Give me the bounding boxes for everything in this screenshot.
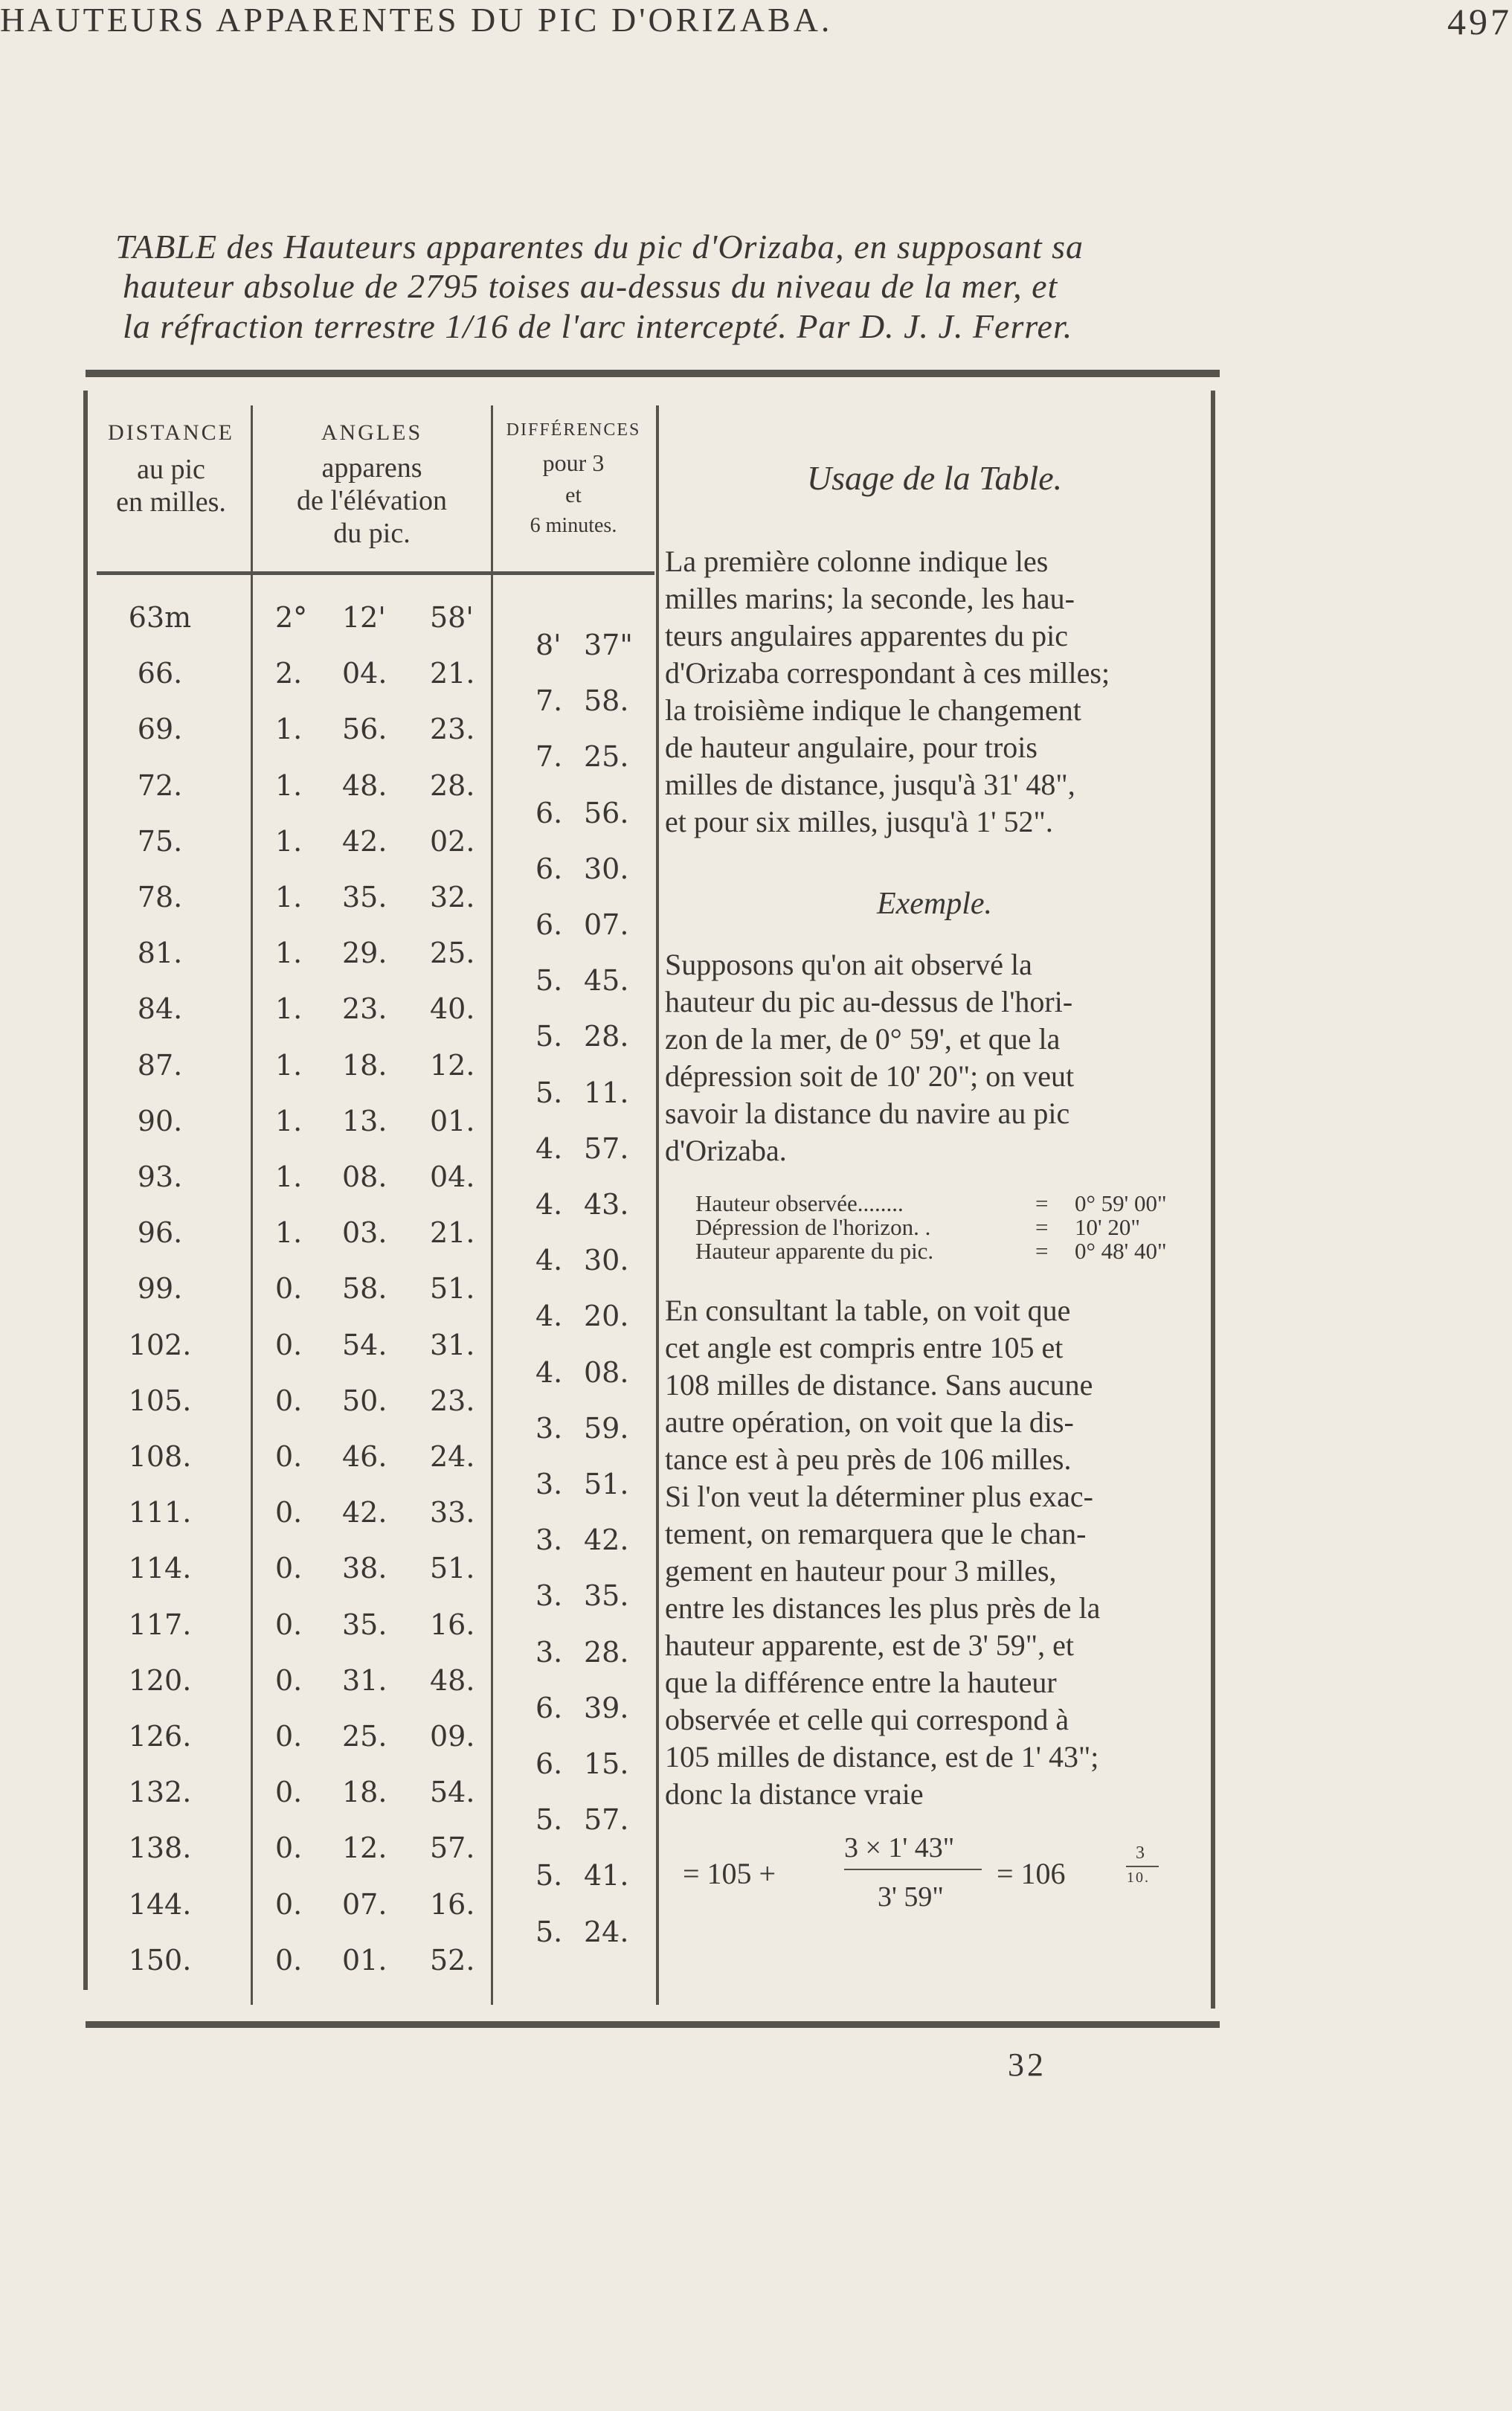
row-degrees: 1. xyxy=(275,1105,303,1137)
text-line: observée et celle qui correspond à xyxy=(665,1703,1069,1736)
calc-value: 10' 20" xyxy=(1075,1214,1140,1240)
text-line: et pour six milles, jusqu'à 1' 52". xyxy=(665,805,1053,838)
header-distance-2: au pic xyxy=(137,454,205,485)
diff-seconds: 43. xyxy=(584,1188,629,1221)
diff-seconds: 20. xyxy=(584,1300,629,1332)
text-line: savoir la distance du navire au pic xyxy=(665,1097,1070,1130)
formula-small-numerator: 3 xyxy=(1136,1843,1145,1863)
example-title: Exemple. xyxy=(876,887,993,921)
diff-seconds: 39. xyxy=(584,1692,629,1724)
row-minutes: 12. xyxy=(342,1831,387,1864)
row-degrees: 0. xyxy=(275,1888,303,1921)
header-differences-1: DIFFÉRENCES xyxy=(506,420,641,440)
text-line: la troisième indique le changement xyxy=(665,693,1081,727)
row-seconds: 51. xyxy=(430,1552,475,1585)
row-degrees: 0. xyxy=(275,1552,303,1585)
diff-minutes: 5. xyxy=(535,964,563,997)
calc-label: Hauteur apparente du pic. xyxy=(695,1238,934,1264)
row-distance: 102. xyxy=(128,1329,192,1361)
formula-prefix: = 105 + xyxy=(683,1857,776,1890)
text-line: En consultant la table, on voit que xyxy=(665,1294,1071,1327)
row-distance: 90. xyxy=(137,1105,183,1137)
row-degrees: 1. xyxy=(275,1049,303,1082)
row-seconds: 52. xyxy=(430,1944,475,1977)
row-distance: 69. xyxy=(137,713,183,745)
row-minutes: 35. xyxy=(342,881,387,914)
row-degrees: 0. xyxy=(275,1608,303,1641)
diff-seconds: 28. xyxy=(584,1020,629,1053)
diff-minutes: 6. xyxy=(535,853,563,885)
row-seconds: 28. xyxy=(430,769,475,802)
row-degrees: 0. xyxy=(275,1496,303,1529)
header-angles xyxy=(257,420,487,550)
row-minutes: 07. xyxy=(342,1888,387,1921)
row-minutes: 56. xyxy=(342,713,387,745)
diff-minutes: 5. xyxy=(535,1076,563,1109)
calc-label: Dépression de l'horizon. . xyxy=(695,1214,931,1240)
header-angles-3: de l'élévation xyxy=(296,485,448,516)
row-distance: 138. xyxy=(128,1831,192,1864)
row-minutes: 46. xyxy=(342,1440,387,1473)
header-distance-1: DISTANCE xyxy=(108,420,234,445)
row-minutes: 18. xyxy=(342,1049,387,1082)
text-line: 108 milles de distance. Sans aucune xyxy=(665,1368,1093,1402)
diff-seconds: 56. xyxy=(584,797,629,829)
row-seconds: 21. xyxy=(430,1216,475,1249)
bottom-rule xyxy=(86,2021,1220,2028)
text-line: d'Orizaba correspondant à ces milles; xyxy=(665,656,1110,690)
diff-minutes: 4. xyxy=(535,1132,563,1165)
formula-small-bar xyxy=(1126,1866,1159,1867)
diff-seconds: 25. xyxy=(584,740,629,773)
row-minutes: 04. xyxy=(342,657,387,690)
text-line: dépression soit de 10' 20"; on veut xyxy=(665,1059,1075,1093)
calc-value: 0° 59' 00" xyxy=(1075,1190,1167,1216)
row-degrees: 0. xyxy=(275,1384,303,1417)
text-line: d'Orizaba. xyxy=(665,1134,787,1167)
header-angles-2: apparens xyxy=(321,452,422,484)
diff-minutes: 7. xyxy=(535,684,563,717)
row-degrees: 0. xyxy=(275,1272,303,1305)
row-degrees: 0. xyxy=(275,1329,303,1361)
row-minutes: 29. xyxy=(342,937,387,969)
text-line: gement en hauteur pour 3 milles, xyxy=(665,1554,1057,1587)
calc-equals: = xyxy=(1035,1238,1049,1264)
diff-seconds: 15. xyxy=(584,1747,629,1780)
row-distance: 66. xyxy=(137,657,183,690)
running-head xyxy=(0,0,1512,52)
diff-seconds: 51. xyxy=(584,1468,629,1500)
text-line: Si l'on veut la déterminer plus exac- xyxy=(665,1480,1093,1513)
text-line: tance est à peu près de 106 milles. xyxy=(665,1442,1072,1476)
signature-mark: 32 xyxy=(1008,2046,1046,2083)
row-seconds: 51. xyxy=(430,1272,475,1305)
row-distance: 78. xyxy=(137,881,183,914)
diff-minutes: 6. xyxy=(535,1747,563,1780)
header-differences-2: pour 3 xyxy=(542,449,605,476)
diff-minutes: 6. xyxy=(535,797,563,829)
text-line: Supposons qu'on ait observé la xyxy=(665,948,1032,981)
example-paragraph xyxy=(665,946,1204,1169)
diff-minutes: 5. xyxy=(535,1859,563,1892)
caption-line-2: hauteur absolue de 2795 toises au-dessus du niveau de la mer, et xyxy=(123,267,1058,305)
row-minutes: 25. xyxy=(342,1720,387,1753)
calc-equals: = xyxy=(1035,1214,1049,1240)
row-degrees: 0. xyxy=(275,1440,303,1473)
row-seconds: 33. xyxy=(430,1496,475,1529)
diff-minutes: 3. xyxy=(535,1524,563,1556)
diff-seconds: 41. xyxy=(584,1859,629,1892)
text-line: milles marins; la seconde, les hau- xyxy=(665,582,1075,615)
row-seconds: 16. xyxy=(430,1888,475,1921)
row-distance: 87. xyxy=(137,1049,183,1082)
row-seconds: 40. xyxy=(430,992,475,1025)
calc-equals: = xyxy=(1035,1190,1049,1216)
row-distance: 84. xyxy=(137,992,183,1025)
row-degrees: 0. xyxy=(275,1776,303,1808)
header-underline xyxy=(97,571,654,575)
row-minutes: 18. xyxy=(342,1776,387,1808)
top-rule xyxy=(86,370,1220,377)
diff-seconds: 59. xyxy=(584,1412,629,1445)
text-line: que la différence entre la hauteur xyxy=(665,1666,1057,1699)
formula-numerator: 3 × 1' 43" xyxy=(844,1832,955,1863)
column-divider-2 xyxy=(491,405,493,2005)
row-distance: 126. xyxy=(128,1720,192,1753)
row-seconds: 54. xyxy=(430,1776,475,1808)
text-line: 105 milles de distance, est de 1' 43"; xyxy=(665,1740,1099,1773)
right-border xyxy=(1211,391,1215,2009)
calc-label: Hauteur observée........ xyxy=(695,1190,904,1216)
diff-minutes: 8' xyxy=(535,629,562,661)
diff-minutes: 4. xyxy=(535,1244,563,1277)
row-degrees: 1. xyxy=(275,713,303,745)
diff-seconds: 08. xyxy=(584,1356,629,1389)
row-seconds: 16. xyxy=(430,1608,475,1641)
diff-seconds: 35. xyxy=(584,1579,629,1612)
usage-title: Usage de la Table. xyxy=(806,459,1063,497)
row-seconds: 04. xyxy=(430,1160,475,1193)
row-seconds: 09. xyxy=(430,1720,475,1753)
text-line: de hauteur angulaire, pour trois xyxy=(665,731,1038,764)
row-minutes: 42. xyxy=(342,1496,387,1529)
row-degrees: 1. xyxy=(275,937,303,969)
diff-minutes: 7. xyxy=(535,740,563,773)
row-degrees: 2. xyxy=(275,657,303,690)
diff-minutes: 6. xyxy=(535,1692,563,1724)
diff-seconds: 30. xyxy=(584,1244,629,1277)
text-line: La première colonne indique les xyxy=(665,545,1049,578)
row-distance: 81. xyxy=(137,937,183,969)
row-minutes: 08. xyxy=(342,1160,387,1193)
header-angles-1: ANGLES xyxy=(321,420,423,445)
row-distance: 105. xyxy=(128,1384,192,1417)
diff-seconds: 28. xyxy=(584,1636,629,1669)
diff-minutes: 4. xyxy=(535,1188,563,1221)
row-degrees: 0. xyxy=(275,1831,303,1864)
caption-line-3: la réfraction terrestre 1/16 de l'arc intercepté. Par D. J. J. Ferrer. xyxy=(123,307,1073,345)
text-line: tement, on remarquera que le chan- xyxy=(665,1517,1087,1550)
row-seconds: 01. xyxy=(430,1105,475,1137)
row-seconds: 48. xyxy=(430,1664,475,1697)
row-seconds: 02. xyxy=(430,825,475,858)
calc-value: 0° 48' 40" xyxy=(1075,1238,1167,1264)
column-divider-1 xyxy=(251,405,253,2005)
row-degrees: 1. xyxy=(275,1216,303,1249)
row-seconds: 25. xyxy=(430,937,475,969)
row-minutes: 50. xyxy=(342,1384,387,1417)
diff-minutes: 6. xyxy=(535,908,563,941)
diff-seconds: 58. xyxy=(584,684,629,717)
formula-equals: = 106 xyxy=(997,1857,1066,1890)
column-divider-3 xyxy=(656,405,659,2005)
diff-minutes: 5. xyxy=(535,1916,563,1948)
row-seconds: 32. xyxy=(430,881,475,914)
row-distance: 99. xyxy=(137,1272,183,1305)
diff-seconds: 45. xyxy=(584,964,629,997)
row-minutes: 13. xyxy=(342,1105,387,1137)
row-minutes: 01. xyxy=(342,1944,387,1977)
row-distance: 120. xyxy=(128,1664,192,1697)
row-distance: 72. xyxy=(137,769,183,802)
header-differences xyxy=(492,420,654,538)
row-seconds: 58' xyxy=(430,601,474,634)
row-seconds: 57. xyxy=(430,1831,475,1864)
header-angles-4: du pic. xyxy=(333,518,411,549)
text-line: cet angle est compris entre 105 et xyxy=(665,1331,1064,1364)
row-minutes: 23. xyxy=(342,992,387,1025)
diff-seconds: 37" xyxy=(584,629,633,661)
row-seconds: 23. xyxy=(430,713,475,745)
row-distance: 75. xyxy=(137,825,183,858)
row-minutes: 12' xyxy=(342,601,386,634)
header-distance-3: en milles. xyxy=(116,487,226,518)
diff-minutes: 3. xyxy=(535,1636,563,1669)
row-distance: 150. xyxy=(128,1944,192,1977)
caption-line-1: TABLE des Hauteurs apparentes du pic d'Orizaba, en supposant sa xyxy=(115,228,1084,266)
diff-minutes: 3. xyxy=(535,1579,563,1612)
row-degrees: 0. xyxy=(275,1720,303,1753)
row-degrees: 1. xyxy=(275,992,303,1025)
row-degrees: 0. xyxy=(275,1944,303,1977)
text-line: hauteur apparente, est de 3' 59", et xyxy=(665,1628,1074,1662)
row-degrees: 1. xyxy=(275,825,303,858)
row-degrees: 1. xyxy=(275,881,303,914)
diff-seconds: 42. xyxy=(584,1524,629,1556)
text-line: zon de la mer, de 0° 59', et que la xyxy=(665,1022,1061,1056)
row-seconds: 12. xyxy=(430,1049,475,1082)
row-seconds: 31. xyxy=(430,1329,475,1361)
diff-minutes: 5. xyxy=(535,1020,563,1053)
row-minutes: 54. xyxy=(342,1329,387,1361)
text-line: entre les distances les plus près de la xyxy=(665,1591,1101,1625)
formula-denominator: 3' 59" xyxy=(878,1881,944,1913)
row-minutes: 31. xyxy=(342,1664,387,1697)
header-differences-4: 6 minutes. xyxy=(530,514,617,537)
diff-seconds: 57. xyxy=(584,1132,629,1165)
row-distance: 144. xyxy=(128,1888,192,1921)
diff-seconds: 30. xyxy=(584,853,629,885)
formula-fraction-bar xyxy=(844,1869,982,1870)
row-degrees: 1. xyxy=(275,1160,303,1193)
row-minutes: 42. xyxy=(342,825,387,858)
diff-minutes: 4. xyxy=(535,1300,563,1332)
row-distance: 132. xyxy=(128,1776,192,1808)
row-seconds: 21. xyxy=(430,657,475,690)
row-minutes: 35. xyxy=(342,1608,387,1641)
row-distance: 114. xyxy=(128,1552,192,1585)
text-line: autre opération, on voit que la dis- xyxy=(665,1405,1074,1439)
left-border xyxy=(83,391,88,1990)
diff-minutes: 3. xyxy=(535,1412,563,1445)
row-distance: 111. xyxy=(128,1496,192,1529)
formula-small-denominator: 10. xyxy=(1127,1869,1150,1886)
diff-seconds: 07. xyxy=(584,908,629,941)
header-distance xyxy=(93,420,249,519)
row-minutes: 38. xyxy=(342,1552,387,1585)
row-seconds: 23. xyxy=(430,1384,475,1417)
text-line: hauteur du pic au-dessus de l'hori- xyxy=(665,985,1073,1018)
row-minutes: 58. xyxy=(342,1272,387,1305)
diff-seconds: 57. xyxy=(584,1803,629,1836)
row-distance: 63m xyxy=(128,601,192,634)
usage-paragraph-1 xyxy=(665,543,1204,841)
row-minutes: 03. xyxy=(342,1216,387,1249)
diff-minutes: 5. xyxy=(535,1803,563,1836)
page-number: 497 xyxy=(1447,1,1512,42)
diff-seconds: 11. xyxy=(584,1076,629,1109)
text-line: milles de distance, jusqu'à 31' 48", xyxy=(665,768,1075,801)
diff-seconds: 24. xyxy=(584,1916,629,1948)
diff-minutes: 3. xyxy=(535,1468,563,1500)
row-distance: 93. xyxy=(137,1160,183,1193)
text-line: donc la distance vraie xyxy=(665,1777,924,1811)
usage-paragraph-3 xyxy=(665,1292,1204,1813)
row-degrees: 0. xyxy=(275,1664,303,1697)
running-title: HAUTEURS APPARENTES DU PIC D'ORIZABA. xyxy=(0,1,833,39)
header-differences-3: et xyxy=(565,483,582,507)
row-seconds: 24. xyxy=(430,1440,475,1473)
row-degrees: 1. xyxy=(275,769,303,802)
row-degrees: 2° xyxy=(275,601,308,634)
row-distance: 96. xyxy=(137,1216,183,1249)
row-distance: 108. xyxy=(128,1440,192,1473)
diff-minutes: 4. xyxy=(535,1356,563,1389)
row-distance: 117. xyxy=(128,1608,192,1641)
row-minutes: 48. xyxy=(342,769,387,802)
text-line: teurs angulaires apparentes du pic xyxy=(665,619,1069,652)
